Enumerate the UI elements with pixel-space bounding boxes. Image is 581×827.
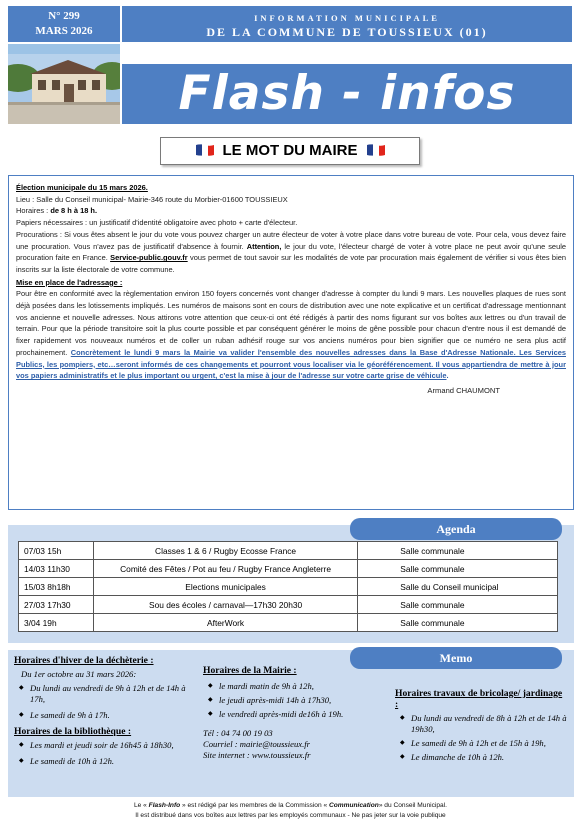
election-papiers: Papiers nécessaires : un justificatif d'identité obligatoire avec photo + carte d'électeur. xyxy=(16,218,298,228)
agenda-title: Agenda xyxy=(350,518,562,540)
attention-text: Attention, xyxy=(246,241,282,251)
list-item: ◆ Les mardi et jeudi soir de 16h45 à 18h30, xyxy=(14,740,194,751)
dechetterie-list xyxy=(14,683,194,721)
agenda-place: Salle du Conseil municipal xyxy=(358,578,558,596)
issue-number: N° 299 xyxy=(48,10,80,22)
horaires-label: Horaires : xyxy=(16,206,51,216)
issue-box xyxy=(8,6,120,42)
service-public-link[interactable]: Service-public.gouv.fr xyxy=(110,253,188,263)
adressage-title: Mise en place de l'adressage : xyxy=(16,277,123,287)
town-hall-photo xyxy=(8,44,120,124)
banner-commune: DE LA COMMUNE DE TOUSSIEUX (01) xyxy=(206,25,488,39)
town-hall-image xyxy=(8,44,120,124)
mairie-list xyxy=(203,681,378,720)
agenda-event: Classes 1 & 6 / Rugby Ecosse France xyxy=(93,542,357,560)
agenda-event: Elections municipales xyxy=(93,578,357,596)
banner-subtitle: INFORMATION MUNICIPALE xyxy=(254,13,440,23)
agenda-event: Sou des écoles / carnaval—17h30 20h30 xyxy=(93,596,357,614)
agenda-place: Salle communale xyxy=(358,542,558,560)
memo-title: Memo xyxy=(350,647,562,669)
mairie-email[interactable]: Courriel : mairie@toussieux.fr xyxy=(203,739,310,749)
election-title: Élection municipale du 15 mars 2026. xyxy=(16,183,148,192)
footer-line-2: Il est distribué dans vos boîtes aux lettres par les employés communaux - Ne pas jeter sur la voie publique xyxy=(135,812,446,819)
mairie-website[interactable]: Site internet : www.toussieux.fr xyxy=(203,750,311,760)
list-item: ◆ Le samedi de 10h à 12h. xyxy=(14,756,194,767)
agenda-date: 3/04 19h xyxy=(19,614,94,632)
top-banner xyxy=(122,6,572,42)
footer-line-1 xyxy=(0,801,581,811)
adressage-end: . xyxy=(446,371,449,381)
adressage-text xyxy=(16,288,566,382)
memo-column-middle xyxy=(203,665,378,761)
agenda-event: AfterWork xyxy=(93,614,357,632)
issue-date: MARS 2026 xyxy=(35,25,93,37)
agenda-date: 07/03 15h xyxy=(19,542,94,560)
footer-text: » est rédigé par les membres de la Commission « xyxy=(180,802,329,809)
dechetterie-title: Horaires d'hiver de la déchèterie : xyxy=(14,655,154,666)
agenda-date: 14/03 11h30 xyxy=(19,560,94,578)
bibliotheque-list xyxy=(14,740,194,767)
table-row xyxy=(19,614,558,632)
list-item: ◆ Le samedi de 9h à 17h. xyxy=(14,710,194,721)
footer-text: Le « xyxy=(134,802,149,809)
mayor-message xyxy=(8,175,574,510)
agenda-place: Salle communale xyxy=(358,614,558,632)
memo-column-left xyxy=(14,655,194,772)
table-row xyxy=(19,542,558,560)
mairie-tel: Tél : 04 74 00 19 03 xyxy=(203,728,273,738)
bricolage-title: Horaires travaux de bricolage/ jardinage : xyxy=(395,688,563,710)
agenda-place: Salle communale xyxy=(358,596,558,614)
footer-flash-info: Flash-Info xyxy=(148,802,181,809)
bibliotheque-title: Horaires de la bibliothèque : xyxy=(14,726,132,737)
mayor-signature: Armand CHAUMONT xyxy=(427,385,500,395)
list-item: ◆ Le dimanche de 10h à 12h. xyxy=(395,752,567,763)
memo-column-right xyxy=(395,688,567,766)
dechetterie-period: Du 1er octobre au 31 mars 2026: xyxy=(21,669,137,679)
footer-text: » du Conseil Municipal. xyxy=(378,802,447,809)
procurations-text-2: le jour du vote, l'électeur chargé de voter à votre place ne peut avoir qu'une seule procuration faite en France. xyxy=(16,241,566,263)
flash-infos-title: Flash - infos xyxy=(122,64,572,124)
election-procurations xyxy=(16,229,566,276)
list-item: ◆ le vendredi après-midi de16h à 19h. xyxy=(203,709,378,720)
list-item: ◆ Du lundi au vendredi de 8h à 12h et de 14h à 19h30, xyxy=(395,713,567,735)
adressage-text-1: Pour être en conformité avec la règlementation environ 150 foyers concernés vont changer d'adresse à compter du lundi 9 mars. Les nouvelles plaques de rues sont déjà posées dans les lotissements impliqués. Les numéros de maisons sont en cours de distribution avec une note explicative et un certificat d'adressage mentionnant vos ancienne et nouvelle adresses. Nous attirons votre attention que ceux-ci ont été rédigés à partir des noms figurant sur vos boîtes aux lettres ou d'un travail de terrain. Pour que la période transitoire soit la plus courte possible et par conséquent générer le moins de gêne possible pour chacun d'entre nous il est demandé de fixer rapidement vos nouveaux numéros et de coller un ruban adhésif rouge sur vos anciens numéros pour bien signifier que ce numéro ne sera plus actif prochainement. xyxy=(16,289,566,357)
agenda-place: Salle communale xyxy=(358,560,558,578)
table-row xyxy=(19,596,558,614)
mayor-heading xyxy=(160,137,420,165)
agenda-event: Comité des Fêtes / Pot au feu / Rugby France Angleterre xyxy=(93,560,357,578)
list-item: ◆ Du lundi au vendredi de 9h à 12h et de 14h à 17h, xyxy=(14,683,194,705)
horaires-value: de 8 h à 18 h. xyxy=(50,206,98,216)
bricolage-list xyxy=(395,713,567,763)
footer-communication: Communication xyxy=(328,802,379,809)
list-item: ◆ le mardi matin de 9h à 12h, xyxy=(203,681,378,692)
election-lieu: Lieu : Salle du Conseil municipal- Mairie-346 route du Morbier-01600 TOUSSIEUX xyxy=(16,194,288,204)
procurations-text-3: vous permet de tout savoir sur les modalités de vote par procuration mais également de vérifier si vous êtes bien inscrits sur la liste électorale de votre commune. xyxy=(16,253,566,274)
agenda-date: 27/03 17h30 xyxy=(19,596,94,614)
table-row xyxy=(19,560,558,578)
footer xyxy=(0,801,581,821)
list-item: ◆ le jeudi après-midi 14h à 17h30, xyxy=(203,695,378,706)
french-flag-icon xyxy=(195,143,215,157)
agenda-table xyxy=(18,541,558,632)
procurations-text-1: Procurations : Si vous êtes absent le jour du vote vous pouvez charger un autre électeur de voter à votre place dans votre bureau de vote. Pour cela, vous devez faire une procuration. Vous n'avez pas de justificatif d'absence à fournir. xyxy=(16,229,566,251)
agenda-date: 15/03 8h18h xyxy=(19,578,94,596)
adressage-highlight: Concrètement le lundi 9 mars la Mairie va valider l'ensemble des nouvelles adresses dans la Base d'Adresse Nationale. Les Services Publics, les pompiers, etc…seront informés de ces changements et pourront vous localiser via le géoréférencement. Il vous appartiendra de mettre à jour vos papiers administratifs et le plus important ou urgent, c'est la mise à jour de l'adresse sur votre carte grise de véhicule xyxy=(16,347,566,381)
french-flag-icon xyxy=(366,143,386,157)
mairie-title: Horaires de la Mairie : xyxy=(203,665,297,676)
mayor-heading-text: LE MOT DU MAIRE xyxy=(222,142,358,159)
election-horaires xyxy=(16,205,566,217)
table-row xyxy=(19,578,558,596)
list-item: ◆ Le samedi de 9h à 12h et de 15h à 19h, xyxy=(395,738,567,749)
